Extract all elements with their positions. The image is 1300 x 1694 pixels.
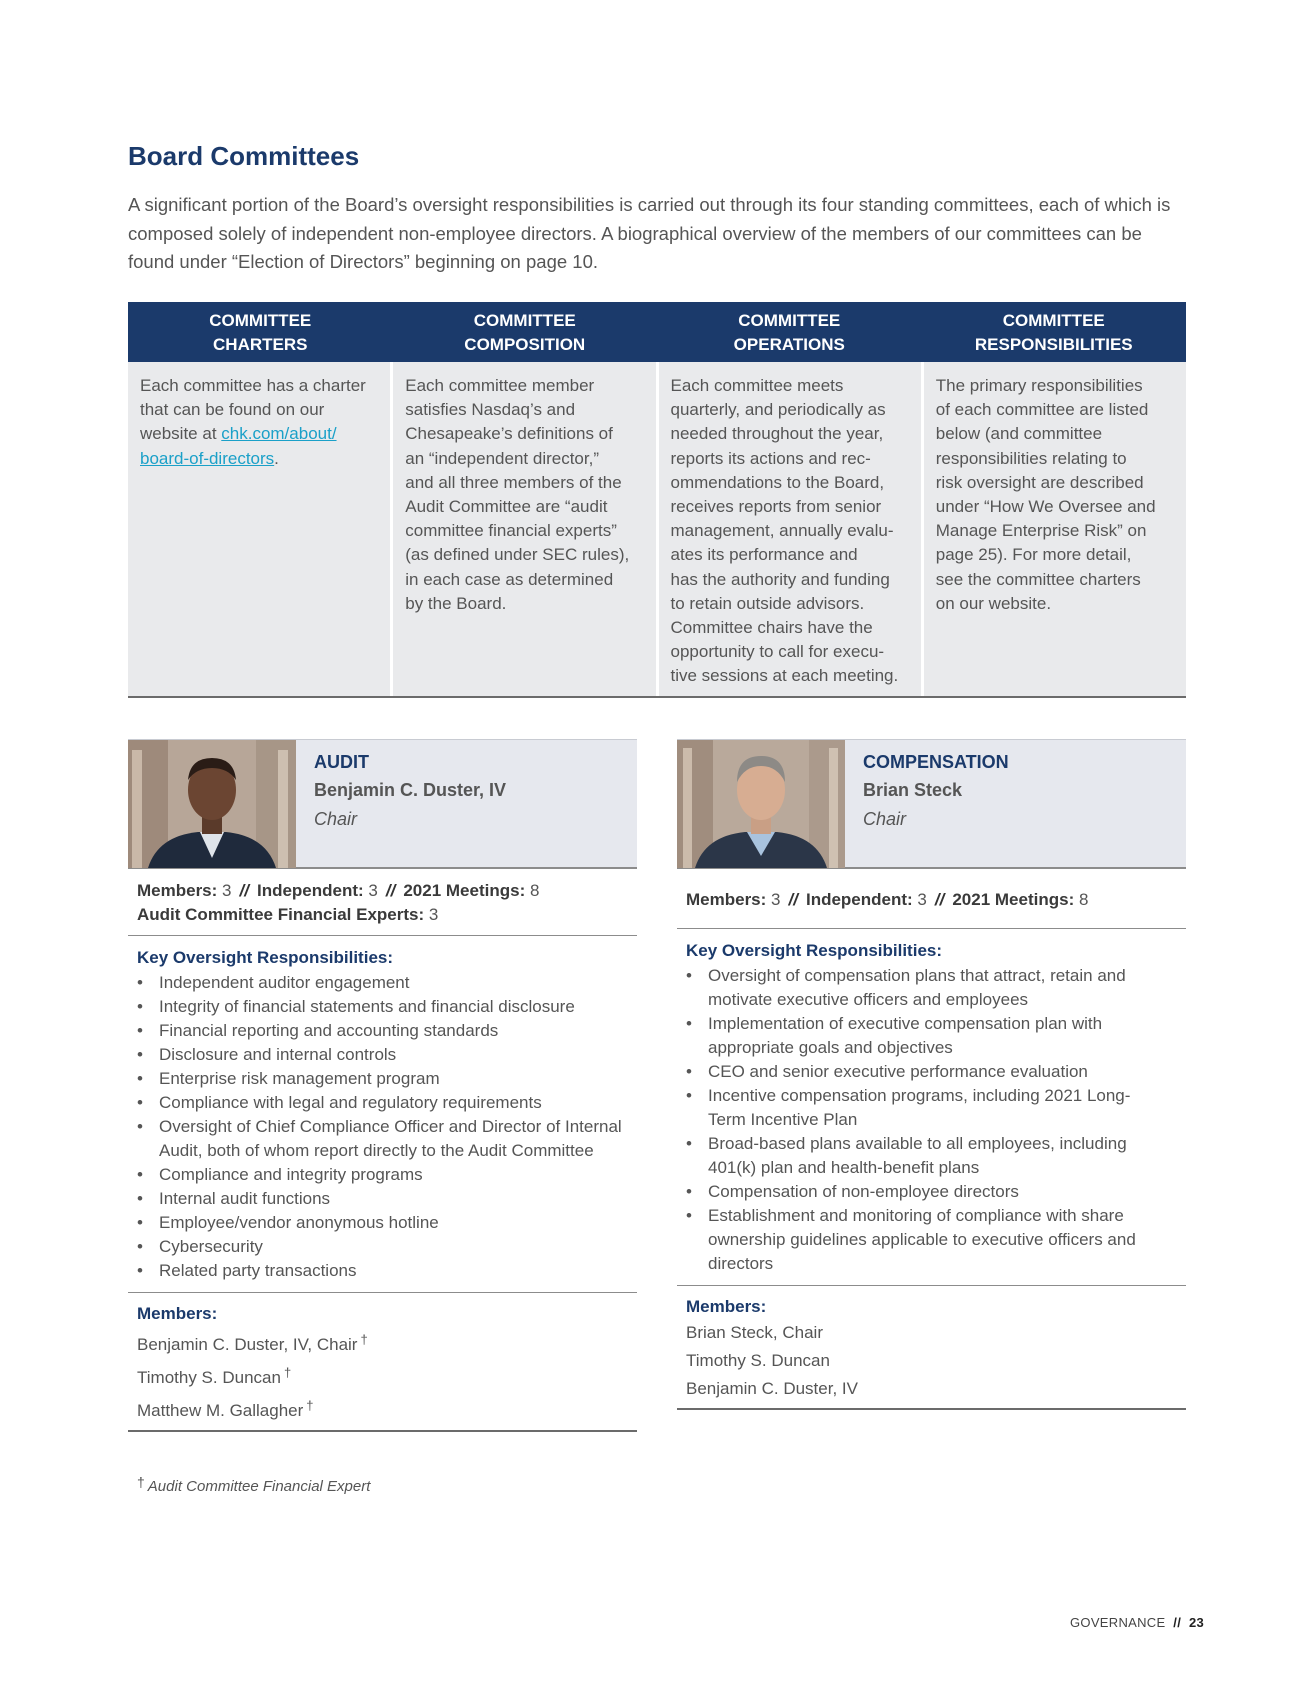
cell-responsibilities (924, 362, 1186, 696)
responsibility-item: • Cybersecurity (137, 1235, 637, 1259)
cell-line: see the committee charters (935, 569, 1141, 589)
cell-line: and all three members of the (405, 472, 622, 492)
header-operations: COMMITTEE OPERATIONS (733, 311, 845, 354)
responsibility-item: • Financial reporting and accounting standards (137, 1019, 637, 1043)
compensation-key-oversight-title: Key Oversight Responsibilities: (686, 941, 943, 960)
cell-line: ates its performance and (670, 545, 858, 565)
member-item: Timothy S. Duncan † (137, 1365, 292, 1387)
cell-composition (393, 362, 655, 696)
responsibility-item: • Enterprise risk management program (137, 1067, 637, 1091)
committee-table-header (128, 302, 1186, 362)
responsibility-item: • Independent auditor engagement (137, 971, 637, 995)
cell-line: The primary responsibilities (935, 376, 1143, 395)
cell-charters: Each committee has a charter that can be found on our website at chk.com/about/ board-of-directors. (128, 362, 390, 696)
cell-line: satisfies Nasdaq’s and (405, 400, 576, 420)
cell-line: needed throughout the year, (670, 424, 884, 444)
responsibility-item: • Implementation of executive compensation plan with appropriate goals and objectives (686, 1012, 1157, 1060)
member-item: Brian Steck, Chair (686, 1323, 823, 1342)
cell-line: committee financial experts” (405, 521, 617, 541)
cell-line: Each committee member (405, 376, 595, 395)
cell-line: management, annually evalu- (670, 521, 894, 541)
audit-key-oversight-title: Key Oversight Responsibilities: (137, 948, 394, 967)
footnote: † Audit Committee Financial Expert (137, 1474, 371, 1495)
member-item: Timothy S. Duncan (686, 1351, 830, 1370)
charter-link-cont[interactable]: board-of-directors (140, 448, 275, 468)
responsibility-item: • Incentive compensation programs, including 2021 Long-Term Incentive Plan (686, 1084, 1157, 1132)
cell-line: on our website. (935, 593, 1052, 613)
audit-committee-name: AUDIT (314, 752, 369, 772)
compensation-members-list (677, 1319, 1186, 1403)
page-title: Board Committees (128, 141, 360, 171)
cell-line: receives reports from senior (670, 497, 882, 517)
cell-line: under “How We Oversee and (935, 497, 1156, 517)
cell-line: risk oversight are described (935, 472, 1144, 492)
member-item: Benjamin C. Duster, IV, Chair † (137, 1332, 368, 1354)
audit-members-list (128, 1326, 637, 1425)
responsibility-item: • Compliance with legal and regulatory requirements (137, 1091, 637, 1115)
cell-line: ommendations to the Board, (670, 472, 885, 492)
audit-committee-card (128, 739, 637, 1432)
member-item: Matthew M. Gallagher † (137, 1398, 314, 1420)
cell-line: quarterly, and periodically as (670, 400, 886, 420)
compensation-chair-photo (677, 740, 845, 868)
committee-table-body (128, 362, 1186, 698)
compensation-chair-name: Brian Steck (863, 780, 963, 800)
cell-line: reports its actions and rec- (670, 448, 871, 468)
compensation-stats: Members: 3 // Independent: 3 // 2021 Meetings: 8 (686, 890, 1089, 909)
responsibility-item: • Compensation of non-employee directors (686, 1180, 1157, 1204)
responsibility-item: • Integrity of financial statements and financial disclosure (137, 995, 637, 1019)
compensation-members-title: Members: (686, 1297, 767, 1316)
member-item: Benjamin C. Duster, IV (686, 1379, 858, 1398)
audit-chair-name: Benjamin C. Duster, IV (314, 780, 507, 800)
audit-members-title: Members: (137, 1304, 218, 1323)
responsibility-item: • CEO and senior executive performance evaluation (686, 1060, 1157, 1084)
responsibility-item: • Establishment and monitoring of compliance with share ownership guidelines applicable to executive officers and directors (686, 1204, 1157, 1276)
cell-line: an “independent director,” (405, 448, 599, 468)
cell-line: Each committee meets (670, 376, 844, 395)
compensation-committee-card (677, 739, 1186, 1410)
cell-operations (659, 362, 921, 696)
responsibility-item: • Internal audit functions (137, 1187, 637, 1211)
cell-line: tive sessions at each meeting. (670, 666, 899, 686)
cell-line: Manage Enterprise Risk” on (935, 521, 1147, 541)
compensation-committee-name: COMPENSATION (863, 752, 1009, 772)
cell-line: page 25). For more detail, (935, 545, 1132, 565)
responsibility-item: • Oversight of Chief Compliance Officer and Director of Internal Audit, both of whom report directly to the Audit Committee (137, 1115, 637, 1163)
cell-line: Committee chairs have the (670, 618, 873, 638)
cell-line: opportunity to call for execu- (670, 642, 885, 662)
cell-line: Audit Committee are “audit (405, 497, 608, 517)
responsibility-item: • Related party transactions (137, 1259, 637, 1283)
charter-link[interactable]: chk.com/about/ (221, 424, 337, 444)
responsibility-item: • Compliance and integrity programs (137, 1163, 637, 1187)
responsibility-item: • Disclosure and internal controls (137, 1043, 637, 1067)
compensation-responsibilities-list (677, 964, 1157, 1276)
responsibility-item: • Employee/vendor anonymous hotline (137, 1211, 637, 1235)
cell-line: responsibilities relating to (935, 448, 1127, 468)
cell-line: by the Board. (405, 593, 507, 613)
audit-responsibilities-list (128, 971, 637, 1283)
header-charters: COMMITTEE CHARTERS (209, 311, 312, 354)
audit-chair-role: Chair (314, 809, 358, 829)
cell-line: Chesapeake’s definitions of (405, 424, 613, 444)
cell-line: below (and committee (935, 424, 1103, 444)
cell-line: has the authority and funding (670, 569, 890, 589)
audit-stats: Members: 3 // Independent: 3 // 2021 Meetings: 8 Audit Committee Financial Experts: 3 (137, 881, 540, 924)
cell-line: in each case as determined (405, 569, 614, 589)
responsibility-item: • Broad-based plans available to all employees, including 401(k) plan and health-benefit plans (686, 1132, 1157, 1180)
intro-paragraph: A significant portion of the Board’s oversight responsibilities is carried out through its four standing committees, each of which is composed solely of independent non-employee directors. A biographical overview of the members of our committees can be found under “Election of Directors” beginning on page 10. (128, 194, 1171, 272)
responsibility-item: • Oversight of compensation plans that attract, retain and motivate executive officers and employees (686, 964, 1157, 1012)
cell-line: (as defined under SEC rules), (405, 545, 630, 565)
header-responsibilities: COMMITTEE RESPONSIBILITIES (974, 311, 1133, 354)
page-footer: GOVERNANCE // 23 (1070, 1615, 1205, 1630)
audit-chair-photo (128, 740, 296, 868)
cell-line: of each committee are listed (935, 400, 1149, 420)
header-composition: COMMITTEE COMPOSITION (464, 311, 586, 354)
compensation-chair-role: Chair (863, 809, 907, 829)
cell-line: to retain outside advisors. (670, 593, 865, 613)
